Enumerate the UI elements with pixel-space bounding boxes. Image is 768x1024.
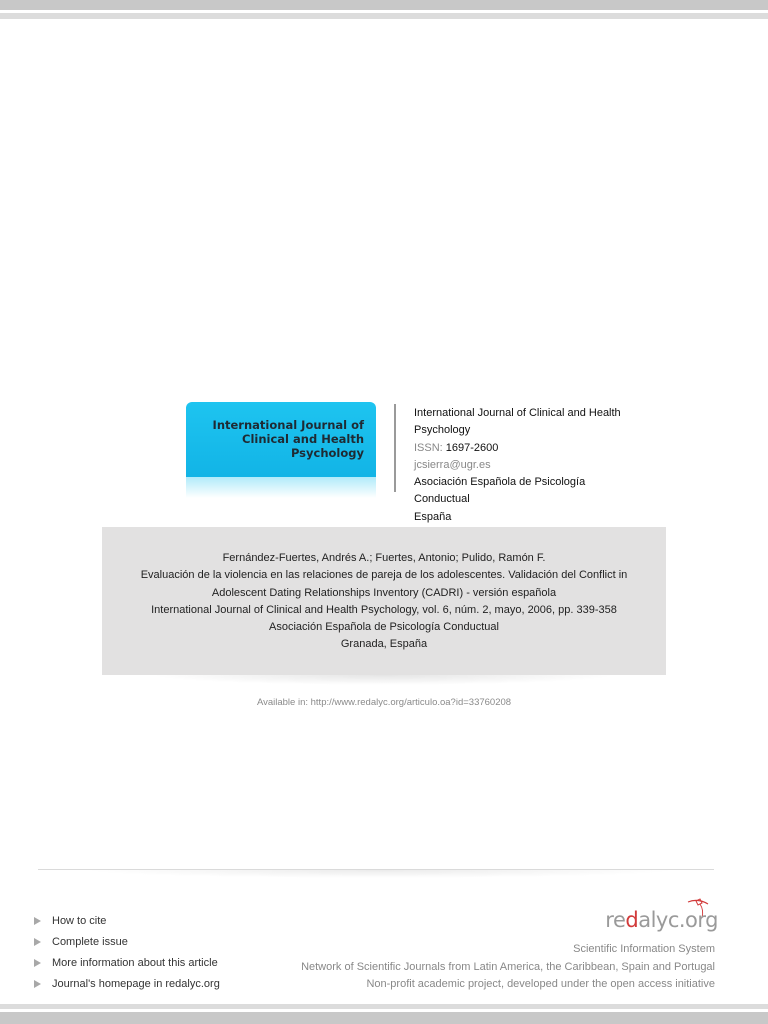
complete-issue-label: Complete issue — [52, 936, 128, 948]
redalyc-logo[interactable] — [586, 904, 718, 938]
more-info-label: More information about this article — [52, 957, 218, 969]
top-border-bar — [0, 0, 768, 10]
redalyc-tagline-2: Network of Scientific Journals from Latin America, the Caribbean, Spain and Portugal — [301, 960, 715, 973]
redalyc-prefix: re — [605, 908, 626, 932]
citation-location: Granada, España — [340, 638, 428, 651]
available-url[interactable]: Available in: http://www.redalyc.org/articulo.oa?id=33760208 — [256, 697, 512, 708]
journal-homepage-label: Journal's homepage in redalyc.org — [52, 978, 220, 990]
triangle-bullet-icon — [34, 959, 41, 967]
journal-info — [414, 405, 674, 526]
redalyc-suffix: alyc.org — [638, 908, 718, 932]
how-to-cite-label: How to cite — [52, 915, 107, 927]
issn-row — [414, 440, 674, 457]
journal-name-line-1: International Journal of Clinical and Health — [414, 407, 621, 419]
publisher-line-2: Conductual — [414, 493, 470, 506]
more-info-link[interactable] — [32, 955, 220, 976]
bottom-border-bar-thin — [0, 1004, 768, 1009]
triangle-bullet-icon — [34, 917, 41, 925]
journal-logo-text — [189, 418, 364, 460]
journal-country: España — [414, 510, 452, 523]
issn-label: ISSN: — [414, 441, 443, 454]
citation-box-shadow — [150, 675, 618, 685]
journal-homepage-link[interactable] — [32, 976, 220, 997]
journal-logo — [186, 402, 376, 498]
redalyc-accent: d — [625, 908, 639, 932]
footer-links — [32, 913, 220, 997]
journal-email[interactable]: jcsierra@ugr.es — [414, 458, 491, 471]
logo-line-3: Psychology — [290, 446, 364, 460]
logo-line-1: International Journal of — [212, 418, 364, 432]
logo-line-2: Clinical and Health — [242, 432, 364, 446]
triangle-bullet-icon — [34, 938, 41, 946]
how-to-cite-link[interactable] — [32, 913, 220, 934]
top-border-bar-thin — [0, 13, 768, 19]
citation-title-line-1: Evaluación de la violencia en las relaciones de pareja de los adolescentes. Validación del Conflict in — [140, 569, 628, 582]
logo-divider — [394, 404, 396, 492]
journal-logo-reflection — [186, 477, 376, 498]
footer-separator-shadow — [80, 870, 680, 878]
redalyc-tagline-3: Non-profit academic project, developed under the open access initiative — [366, 978, 715, 990]
redalyc-tagline-1: Scientific Information System — [573, 943, 715, 955]
triangle-bullet-icon — [34, 980, 41, 988]
bottom-border-bar — [0, 1012, 768, 1024]
issn-value: 1697-2600 — [445, 441, 499, 454]
citation-publisher: Asociación Española de Psicología Conductual — [269, 621, 499, 634]
citation-box — [102, 527, 666, 675]
complete-issue-link[interactable] — [32, 934, 220, 955]
redalyc-taglines — [301, 941, 715, 994]
publisher-line-1: Asociación Española de Psicología — [414, 476, 586, 489]
citation-title-line-2: Adolescent Dating Relationships Inventory (CADRI) - versión española — [211, 586, 557, 599]
journal-name-line-2: Psychology — [414, 424, 471, 437]
citation-source: International Journal of Clinical and Health Psychology, vol. 6, núm. 2, mayo, 2006, pp. 339-358 — [151, 603, 617, 616]
citation-text — [102, 550, 666, 654]
redalyc-wordmark — [605, 908, 718, 932]
citation-authors: Fernández-Fuertes, Andrés A.; Fuertes, Antonio; Pulido, Ramón F. — [222, 552, 546, 564]
